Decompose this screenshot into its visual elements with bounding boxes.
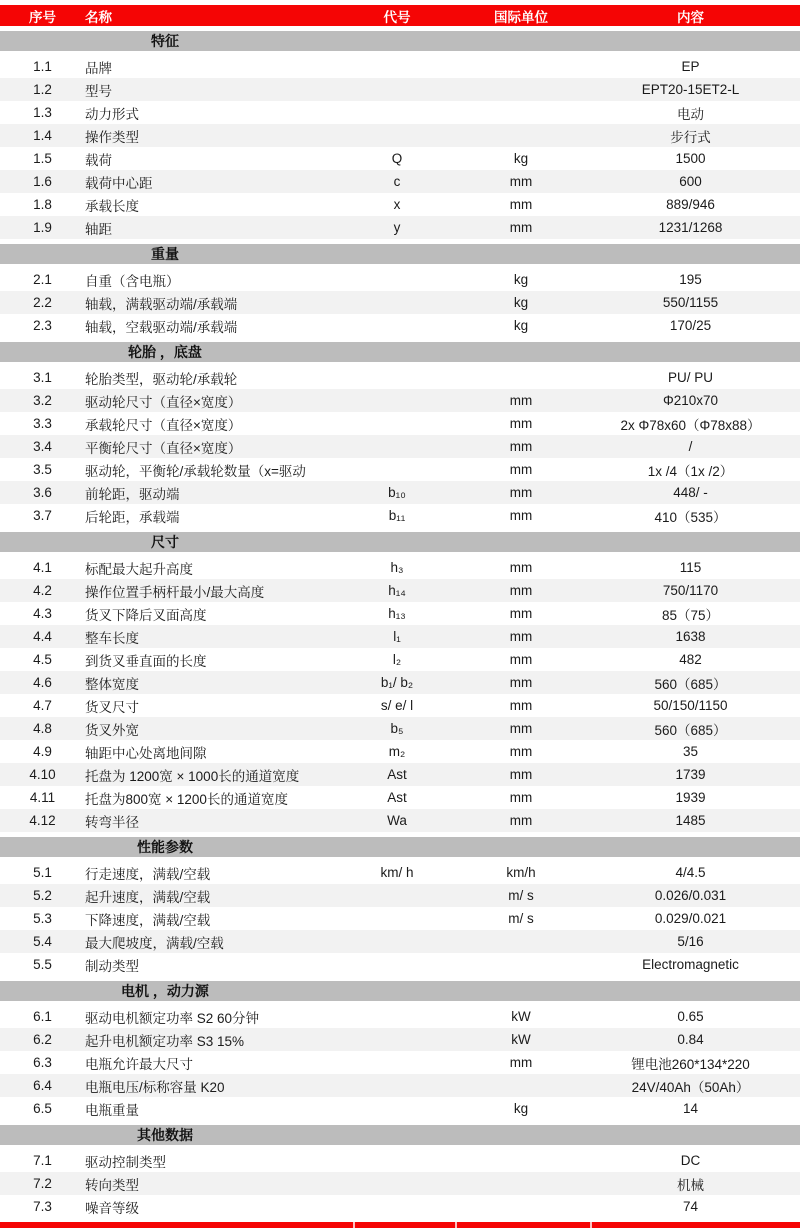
cell-code: s/ e/ l (380, 698, 414, 713)
cell-unit: kg (513, 318, 529, 333)
cell-name: 电瓶电压/标称容量 K20 (85, 1079, 225, 1095)
cell-name: 驱动轮，平衡轮/承载轮数量（x=驱动 (85, 463, 306, 479)
cell-name: 驱动控制类型 (85, 1154, 166, 1170)
cell-value: 0.84 (677, 1032, 704, 1047)
table-row (0, 884, 800, 907)
cell-unit: mm (509, 197, 533, 212)
cell-no: 5.5 (33, 957, 52, 972)
section-title: 特征 (151, 33, 179, 49)
cell-value: 50/150/1150 (653, 698, 728, 713)
cell-no: 2.3 (33, 318, 52, 333)
section-header (0, 981, 800, 1001)
table-row (0, 1172, 800, 1195)
cell-name: 货叉尺寸 (85, 699, 139, 715)
cell-name: 操作位置手柄杆最小/最大高度 (85, 584, 265, 600)
cell-no: 6.4 (33, 1078, 52, 1093)
cell-no: 4.6 (33, 675, 52, 690)
table-row (0, 78, 800, 101)
cell-no: 4.2 (33, 583, 52, 598)
section-title: 轮胎 ，底盘 (128, 344, 202, 360)
cell-code: c (393, 174, 401, 189)
cell-code: x (393, 197, 401, 212)
cell-name: 货叉下降后叉面高度 (85, 607, 207, 623)
table-row (0, 193, 800, 216)
cell-unit: mm (509, 813, 533, 828)
cell-value: 机械 (677, 1177, 704, 1193)
table-row (0, 1074, 800, 1097)
cell-name: 型号 (85, 83, 112, 99)
table-row (0, 1195, 800, 1218)
cell-value: / (688, 439, 693, 454)
cell-no: 4.11 (29, 790, 56, 805)
table-row (0, 907, 800, 930)
cell-name: 载荷 (85, 152, 112, 168)
cell-value: 560（685） (654, 676, 727, 692)
cell-unit: mm (509, 606, 533, 621)
cell-unit: mm (509, 744, 533, 759)
cell-name: 载荷中心距 (85, 175, 153, 191)
cell-name: 驱动电机额定功率 S2 60分钟 (85, 1010, 260, 1026)
cell-value: 步行式 (670, 129, 711, 145)
cell-name: 整体宽度 (85, 676, 139, 692)
cell-value: 1939 (675, 790, 706, 805)
section-header (0, 244, 800, 264)
cell-name: 轴载，满载驱动端/承载端 (85, 296, 238, 312)
cell-unit: mm (509, 767, 533, 782)
cell-code: l₁ (393, 629, 401, 644)
table-row (0, 1028, 800, 1051)
section-title: 重量 (151, 246, 179, 262)
cell-unit: mm (509, 393, 533, 408)
cell-unit: mm (509, 629, 533, 644)
table-row (0, 930, 800, 953)
table-row (0, 1005, 800, 1028)
header-cell-value: 内容 (677, 9, 704, 25)
cell-value: 1739 (675, 767, 706, 782)
cell-no: 7.2 (33, 1176, 52, 1191)
cell-no: 4.10 (29, 767, 56, 782)
cell-value: 115 (679, 560, 702, 575)
header-cell-code: 代号 (383, 9, 411, 25)
cell-name: 轮胎类型，驱动轮/承载轮 (85, 371, 238, 387)
cell-no: 1.6 (33, 174, 52, 189)
cell-value: 195 (679, 272, 702, 287)
table-row (0, 366, 800, 389)
cell-unit: kW (511, 1009, 531, 1024)
cell-name: 轴载，空载驱动端/承载端 (85, 319, 238, 335)
cell-value: 550/1155 (662, 295, 719, 310)
cell-name: 前轮距，驱动端 (85, 486, 180, 502)
table-row (0, 861, 800, 884)
cell-unit: km/h (506, 865, 536, 880)
cell-name: 货叉外宽 (85, 722, 139, 738)
cell-unit: mm (509, 508, 533, 523)
cell-unit: mm (509, 698, 533, 713)
cell-unit: mm (509, 721, 533, 736)
cell-no: 1.3 (33, 105, 52, 120)
table-row (0, 389, 800, 412)
cell-no: 5.2 (33, 888, 52, 903)
cell-value: 2x Φ78x60（Φ78x88） (620, 417, 761, 433)
table-row (0, 556, 800, 579)
cell-code: b₁₁ (388, 508, 406, 523)
cell-no: 4.8 (33, 721, 52, 736)
cell-name: 轴距中心处离地间隙 (85, 745, 207, 761)
cell-code: Wa (387, 813, 407, 828)
cell-value: 1638 (675, 629, 706, 644)
cell-value: 35 (682, 744, 699, 759)
table-row (0, 1149, 800, 1172)
table-row (0, 170, 800, 193)
table-row (0, 648, 800, 671)
table-row (0, 763, 800, 786)
cell-name: 整车长度 (85, 630, 139, 646)
cell-code: h₃ (390, 560, 404, 575)
footer-divider (590, 1222, 592, 1228)
table-row (0, 458, 800, 481)
cell-value: 74 (682, 1199, 699, 1214)
table-row (0, 579, 800, 602)
table-row (0, 55, 800, 78)
cell-unit: mm (509, 174, 533, 189)
cell-value: 1500 (675, 151, 706, 166)
cell-no: 3.1 (33, 370, 52, 385)
cell-name: 后轮距，承载端 (85, 509, 180, 525)
cell-name: 托盘为800宽 × 1200长的通道宽度 (85, 791, 288, 807)
table-row (0, 124, 800, 147)
cell-name: 托盘为 1200宽 × 1000长的通道宽度 (85, 768, 300, 784)
cell-unit: mm (509, 1055, 533, 1070)
section-header (0, 31, 800, 51)
cell-name: 电瓶允许最大尺寸 (85, 1056, 193, 1072)
cell-unit: kW (511, 1032, 531, 1047)
cell-code: b₁/ b₂ (380, 675, 414, 690)
cell-no: 3.7 (33, 508, 52, 523)
cell-no: 5.4 (33, 934, 52, 949)
cell-unit: kg (513, 295, 529, 310)
cell-name: 转弯半径 (85, 814, 139, 830)
table-row (0, 216, 800, 239)
cell-name: 承载轮尺寸（直径×宽度） (85, 417, 242, 433)
cell-no: 5.1 (33, 865, 52, 880)
cell-no: 4.1 (33, 560, 52, 575)
header-cell-name: 名称 (85, 9, 112, 25)
cell-name: 电瓶重量 (85, 1102, 139, 1118)
header-cell-unit: 国际单位 (494, 9, 548, 25)
cell-no: 4.9 (33, 744, 52, 759)
table-row (0, 147, 800, 170)
cell-value: 0.029/0.021 (654, 911, 727, 926)
cell-value: PU/ PU (667, 370, 713, 385)
cell-value: 0.026/0.031 (654, 888, 727, 903)
cell-no: 3.3 (33, 416, 52, 431)
cell-value: EP (681, 59, 700, 74)
cell-no: 3.6 (33, 485, 52, 500)
cell-name: 起升电机额定功率 S3 15% (85, 1033, 245, 1049)
cell-name: 制动类型 (85, 958, 139, 974)
cell-name: 行走速度，满载/空载 (85, 866, 211, 882)
cell-code: km/ h (380, 865, 414, 880)
cell-code: h₁₃ (388, 606, 406, 621)
cell-value: 5/16 (677, 934, 704, 949)
table-row (0, 694, 800, 717)
cell-name: 最大爬坡度，满载/空载 (85, 935, 224, 951)
footer-divider (455, 1222, 457, 1228)
cell-value: 电动 (677, 106, 704, 122)
cell-no: 2.2 (33, 295, 52, 310)
cell-unit: mm (509, 462, 533, 477)
cell-unit: mm (509, 220, 533, 235)
cell-unit: kg (513, 151, 529, 166)
cell-value: 24V/40Ah（50Ah） (631, 1079, 750, 1095)
table-row (0, 671, 800, 694)
cell-unit: mm (509, 439, 533, 454)
table-row (0, 740, 800, 763)
cell-unit: m/ s (508, 888, 534, 903)
cell-name: 动力形式 (85, 106, 139, 122)
cell-name: 到货叉垂直面的长度 (85, 653, 207, 669)
cell-no: 4.3 (33, 606, 52, 621)
table-row (0, 717, 800, 740)
cell-no: 1.2 (33, 82, 52, 97)
cell-no: 3.5 (33, 462, 52, 477)
cell-no: 6.1 (33, 1009, 52, 1024)
cell-value: DC (680, 1153, 701, 1168)
cell-no: 1.8 (33, 197, 52, 212)
cell-no: 4.7 (33, 698, 52, 713)
cell-value: 560（685） (654, 722, 727, 738)
table-row (0, 1097, 800, 1120)
cell-value: 1485 (675, 813, 706, 828)
cell-no: 1.4 (33, 128, 52, 143)
table-row (0, 602, 800, 625)
cell-code: Ast (387, 790, 407, 805)
cell-value: Electromagnetic (642, 957, 739, 972)
table-row (0, 625, 800, 648)
table-row (0, 504, 800, 527)
table-row (0, 435, 800, 458)
cell-no: 1.5 (33, 151, 52, 166)
cell-name: 平衡轮尺寸（直径×宽度） (85, 440, 242, 456)
section-title: 尺寸 (151, 534, 179, 550)
cell-no: 6.3 (33, 1055, 52, 1070)
cell-name: 下降速度，满载/空载 (85, 912, 211, 928)
cell-no: 4.12 (29, 813, 56, 828)
bottom-accent-bar (0, 1222, 800, 1228)
cell-value: 4/4.5 (675, 865, 706, 880)
cell-value: Φ210x70 (662, 393, 719, 408)
table-row (0, 314, 800, 337)
cell-no: 3.2 (33, 393, 52, 408)
cell-value: 85（75） (661, 607, 720, 623)
table-row (0, 101, 800, 124)
cell-value: EPT20-15ET2-L (641, 82, 740, 97)
cell-no: 6.2 (33, 1032, 52, 1047)
cell-value: 482 (679, 652, 702, 667)
cell-code: Ast (387, 767, 407, 782)
section-title: 性能参数 (137, 839, 193, 855)
table-row (0, 412, 800, 435)
cell-no: 5.3 (33, 911, 52, 926)
cell-name: 操作类型 (85, 129, 139, 145)
cell-value: 170/25 (669, 318, 712, 333)
cell-value: 410（535） (654, 509, 727, 525)
table-body (0, 31, 800, 1218)
cell-name: 驱动轮尺寸（直径×宽度） (85, 394, 242, 410)
cell-value: 1231/1268 (658, 220, 723, 235)
table-row (0, 953, 800, 976)
cell-unit: kg (513, 272, 529, 287)
cell-value: 889/946 (666, 197, 715, 212)
cell-name: 品牌 (85, 60, 112, 76)
cell-code: Q (391, 151, 403, 166)
cell-value: 锂电池260*134*220 (631, 1056, 750, 1072)
section-title: 其他数据 (137, 1127, 193, 1143)
cell-unit: mm (509, 560, 533, 575)
footer-divider (353, 1222, 355, 1228)
cell-code: l₂ (392, 652, 402, 667)
cell-no: 3.4 (33, 439, 52, 454)
cell-name: 起升速度，满载/空载 (85, 889, 211, 905)
cell-no: 1.1 (33, 59, 52, 74)
cell-value: 0.65 (677, 1009, 704, 1024)
cell-name: 轴距 (85, 221, 112, 237)
cell-no: 4.4 (33, 629, 52, 644)
cell-name: 标配最大起升高度 (85, 561, 193, 577)
cell-value: 14 (682, 1101, 699, 1116)
cell-code: h₁₄ (388, 583, 406, 598)
cell-unit: mm (509, 485, 533, 500)
section-header (0, 532, 800, 552)
cell-value: 448/ - (673, 485, 708, 500)
cell-unit: m/ s (508, 911, 534, 926)
cell-value: 750/1170 (662, 583, 719, 598)
cell-no: 7.3 (33, 1199, 52, 1214)
table-row (0, 809, 800, 832)
cell-no: 6.5 (33, 1101, 52, 1116)
cell-unit: mm (509, 675, 533, 690)
cell-name: 转向类型 (85, 1177, 139, 1193)
section-title: 电机 ，动力源 (121, 983, 209, 999)
header-cell-no: 序号 (29, 9, 56, 25)
table-header (0, 5, 800, 26)
cell-no: 4.5 (33, 652, 52, 667)
cell-unit: mm (509, 652, 533, 667)
cell-name: 噪音等级 (85, 1200, 139, 1216)
cell-code: b₁₀ (388, 485, 406, 500)
table-row (0, 786, 800, 809)
section-header (0, 1125, 800, 1145)
cell-value: 600 (679, 174, 702, 189)
cell-no: 7.1 (33, 1153, 52, 1168)
table-row (0, 1051, 800, 1074)
cell-unit: mm (509, 416, 533, 431)
cell-unit: mm (509, 583, 533, 598)
cell-name: 自重（含电瓶） (85, 273, 180, 289)
table-row (0, 291, 800, 314)
cell-value: 1x /4（1x /2） (647, 463, 734, 479)
table-row (0, 481, 800, 504)
table-row (0, 268, 800, 291)
section-header (0, 837, 800, 857)
section-header (0, 342, 800, 362)
cell-code: m₂ (388, 744, 406, 759)
cell-unit: mm (509, 790, 533, 805)
cell-name: 承载长度 (85, 198, 139, 214)
cell-code: b₅ (390, 721, 404, 736)
cell-no: 1.9 (33, 220, 52, 235)
cell-no: 2.1 (33, 272, 52, 287)
cell-unit: kg (513, 1101, 529, 1116)
cell-code: y (393, 220, 401, 235)
